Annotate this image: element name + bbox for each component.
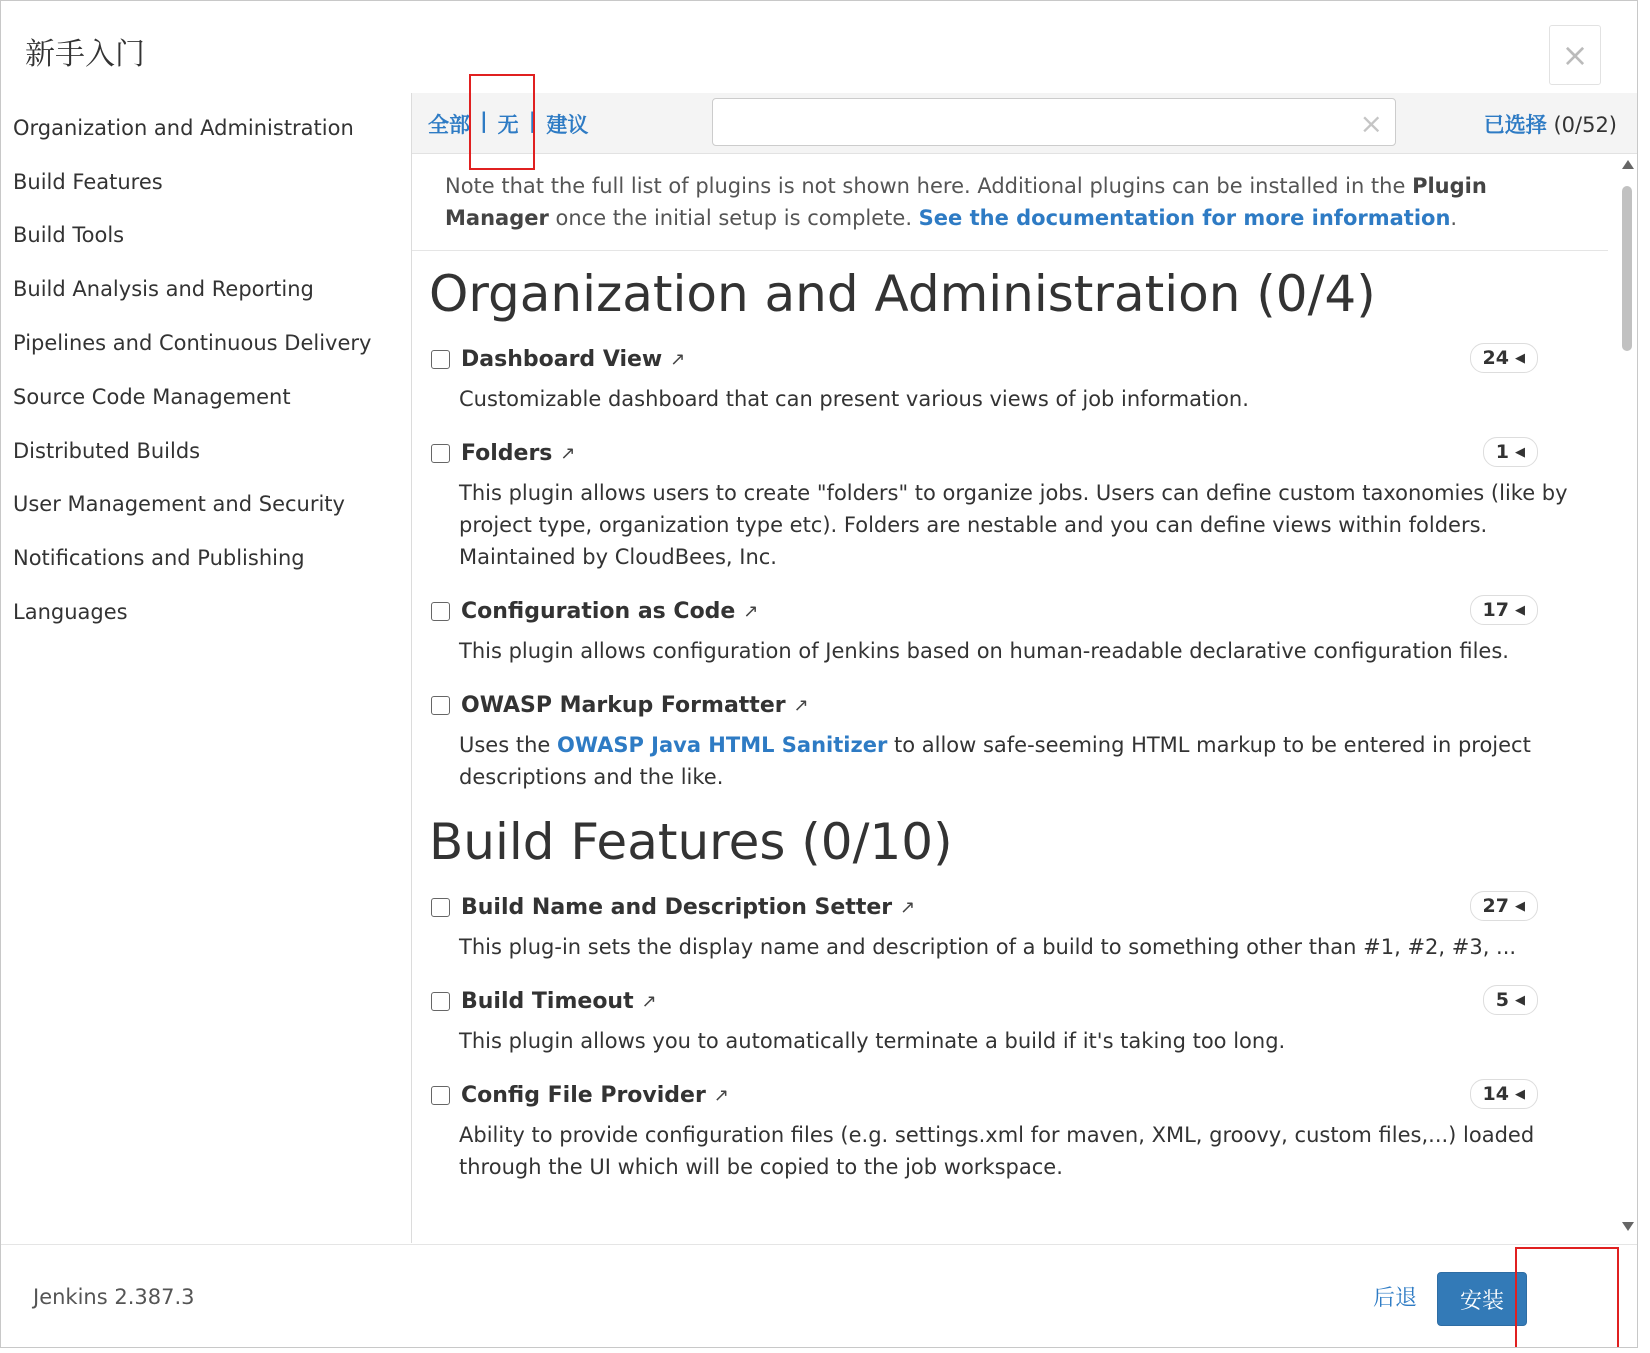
plugin-search-input[interactable] (712, 98, 1396, 146)
filter-none-link[interactable]: 无 (497, 113, 519, 137)
caret-left-icon: ◀ (1515, 444, 1525, 460)
dependency-count-badge[interactable] (1483, 437, 1538, 467)
note-text: Note that the full list of plugins is not shown here. Additional plugins can be installed in the (445, 174, 1413, 198)
external-link-icon[interactable]: ↗ (713, 1084, 729, 1106)
badge-count: 5 (1495, 989, 1509, 1011)
sidebar-item-organization-and-administration[interactable]: Organization and Administration (13, 115, 354, 140)
filter-all-link[interactable]: 全部 (428, 113, 470, 137)
plugin-description: This plugin allows configuration of Jenkins based on human-readable declarative configuration files. (459, 639, 1509, 663)
sidebar-item-user-management-and-security[interactable]: User Management and Security (13, 492, 345, 517)
plugin-checkbox[interactable] (431, 350, 450, 369)
dependency-count-badge[interactable] (1470, 891, 1538, 921)
plugin-list (412, 154, 1608, 1243)
description-text: Uses the (459, 733, 557, 757)
close-icon: × (1561, 36, 1589, 74)
jenkins-version: Jenkins 2.387.3 (33, 1285, 195, 1309)
caret-left-icon: ◀ (1515, 992, 1525, 1008)
plugin-name[interactable]: OWASP Markup Formatter (461, 692, 786, 718)
back-button[interactable]: 后退 (1372, 1286, 1417, 1311)
dialog-footer (1, 1244, 1637, 1348)
filter-separator: | (480, 109, 488, 133)
plugin-checkbox[interactable] (431, 602, 450, 621)
filter-separator: | (528, 109, 537, 133)
plugin-description: This plugin allows users to create "folders" to organize jobs. Users can define custom taxonomies (like by project type, organization type etc). Folders are nestable and you can define views within folders. Maintained by CloudBees, Inc. (459, 481, 1568, 569)
scroll-down-arrow-icon[interactable] (1622, 1222, 1634, 1231)
plugin-name[interactable]: Folders (461, 440, 553, 466)
clear-search-icon[interactable]: × (1359, 107, 1383, 140)
sidebar-item-languages[interactable]: Languages (13, 600, 128, 625)
caret-left-icon: ◀ (1515, 898, 1525, 914)
sidebar-item-build-tools[interactable]: Build Tools (13, 223, 125, 248)
plugin-name[interactable]: Configuration as Code (461, 598, 736, 624)
selection-filters (428, 109, 588, 139)
plugin-checkbox[interactable] (431, 992, 450, 1011)
plugin-item (412, 983, 1608, 1057)
owasp-sanitizer-link[interactable]: OWASP Java HTML Sanitizer (557, 733, 888, 757)
external-link-icon[interactable]: ↗ (743, 600, 759, 622)
plugin-item (412, 889, 1608, 963)
plugin-checkbox[interactable] (431, 1086, 450, 1105)
selected-label[interactable]: 已选择 (1483, 113, 1547, 137)
plugin-name[interactable]: Build Name and Description Setter (461, 894, 893, 920)
scrollbar-thumb[interactable] (1622, 186, 1632, 351)
plugin-item (412, 435, 1608, 573)
dependency-count-badge[interactable] (1470, 343, 1538, 373)
dialog-title: 新手入门 (25, 37, 145, 72)
external-link-icon[interactable]: ↗ (793, 694, 809, 716)
plugin-name[interactable]: Config File Provider (461, 1082, 706, 1108)
selected-count[interactable] (1484, 109, 1617, 139)
close-button[interactable] (1549, 25, 1601, 85)
description-text: to allow safe-seeming HTML markup to be entered in project descriptions and the like. (459, 733, 1531, 789)
sidebar-item-source-code-management[interactable]: Source Code Management (13, 384, 291, 409)
caret-left-icon: ◀ (1515, 350, 1525, 366)
plugin-description (431, 729, 1608, 793)
plugin-item (412, 1077, 1608, 1183)
badge-count: 17 (1482, 599, 1509, 621)
plugin-list-scrollbar[interactable] (1618, 154, 1636, 1243)
plugin-description: This plugin allows you to automatically terminate a build if it's taking too long. (459, 1029, 1286, 1053)
plugin-checkbox[interactable] (431, 444, 450, 463)
plugin-description: Ability to provide configuration files (e.g. settings.xml for maven, XML, groovy, custom files,...) loaded through the UI which will be copied to the job workspace. (459, 1123, 1535, 1179)
external-link-icon[interactable]: ↗ (641, 990, 657, 1012)
plugin-item (412, 687, 1608, 793)
plugin-manager-label: Plugin Manager (445, 174, 1487, 230)
selected-count-value: (0/52) (1553, 113, 1617, 137)
category-title: Build Features (0/10) (429, 813, 953, 871)
sidebar-item-build-features[interactable]: Build Features (13, 169, 163, 194)
install-button[interactable]: 安装 (1437, 1272, 1527, 1326)
scroll-up-arrow-icon[interactable] (1622, 160, 1634, 169)
sidebar-item-distributed-builds[interactable]: Distributed Builds (13, 438, 201, 463)
plugin-item (412, 341, 1608, 415)
plugin-item (412, 593, 1608, 667)
badge-count: 1 (1495, 441, 1509, 463)
sidebar-item-build-analysis-and-reporting[interactable]: Build Analysis and Reporting (13, 277, 314, 302)
documentation-link[interactable]: See the documentation for more information (918, 206, 1451, 230)
filter-suggested-link[interactable]: 建议 (546, 113, 589, 137)
plugin-toolbar (412, 93, 1637, 154)
note-text: . (1450, 206, 1458, 230)
note-text: once the initial setup is complete. (548, 206, 919, 230)
external-link-icon[interactable]: ↗ (900, 896, 916, 918)
caret-left-icon: ◀ (1515, 1086, 1525, 1102)
category-title: Organization and Administration (0/4) (429, 265, 1376, 323)
badge-count: 14 (1482, 1083, 1509, 1105)
plugin-name[interactable]: Dashboard View (461, 346, 663, 372)
badge-count: 27 (1482, 895, 1509, 917)
plugin-name[interactable]: Build Timeout (461, 988, 634, 1014)
plugin-checkbox[interactable] (431, 696, 450, 715)
plugin-note (412, 154, 1608, 251)
external-link-icon[interactable]: ↗ (670, 348, 686, 370)
dependency-count-badge[interactable] (1470, 1079, 1538, 1109)
category-sidebar (1, 93, 412, 1243)
plugin-description: This plug-in sets the display name and description of a build to something other than #1, #2, #3, ... (459, 935, 1517, 959)
dependency-count-badge[interactable] (1470, 595, 1538, 625)
external-link-icon[interactable]: ↗ (560, 442, 576, 464)
sidebar-item-notifications-and-publishing[interactable]: Notifications and Publishing (13, 546, 305, 571)
dependency-count-badge[interactable] (1483, 985, 1538, 1015)
caret-left-icon: ◀ (1515, 602, 1525, 618)
badge-count: 24 (1482, 347, 1509, 369)
plugin-checkbox[interactable] (431, 898, 450, 917)
plugin-description: Customizable dashboard that can present various views of job information. (459, 387, 1249, 411)
sidebar-item-pipelines-and-continuous-delivery[interactable]: Pipelines and Continuous Delivery (13, 331, 372, 356)
dialog-header (1, 1, 1637, 94)
